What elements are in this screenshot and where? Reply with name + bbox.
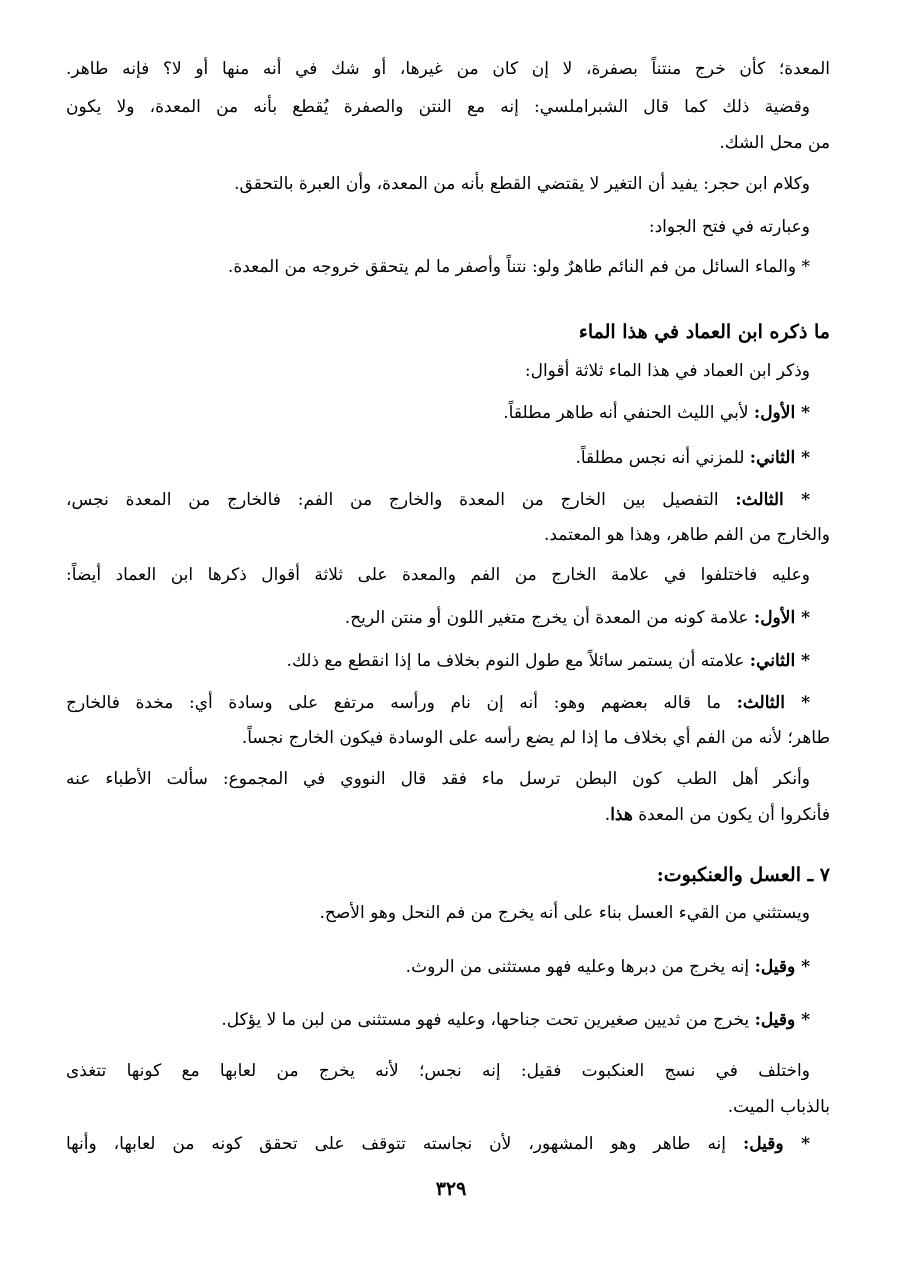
item-text: يخرج من ثديين صغيرين تحت جناحها، وعليه فهو مستثنى من لبن ما لا يؤكل. — [221, 1010, 755, 1030]
text-line: وكلام ابن حجر: يفيد أن التغير لا يقتضي القطع بأنه من المعدة، وأن العبرة بالتحقق. — [234, 174, 810, 194]
list-item — [66, 648, 810, 674]
text-segment: فأنكروا أن يكون من المعدة — [632, 805, 830, 825]
text-line — [66, 802, 830, 828]
text-line: وأنكر أهل الطب كون البطن ترسل ماء فقد قال النووي في المجموع: سألت الأطباء عنه — [66, 769, 810, 789]
text-segment: . — [604, 805, 611, 825]
list-item — [66, 445, 810, 471]
item-text: علامة كونه من المعدة أن يخرج متغير اللون أو منتن الريح. — [344, 608, 754, 628]
item-label: * الثالث: — [735, 490, 810, 510]
item-label: * وقيل: — [754, 957, 810, 977]
item-label: * الأول: — [753, 403, 810, 423]
item-label: * وقيل: — [754, 1010, 810, 1030]
item-label: * الأول: — [753, 608, 810, 628]
item-text: إنه يخرج من دبرها وعليه فهو مستثنى من الروث. — [405, 957, 755, 977]
text-line: طاهر؛ لأنه من الفم أي بخلاف ما إذا لم يضع رأسه على الوسادة فيكون الخارج نجساً. — [241, 728, 830, 748]
section-heading: ٧ ـ العسل والعنكبوت: — [656, 864, 830, 886]
list-item — [66, 487, 810, 513]
list-item — [66, 605, 810, 631]
page-number: ٣٢٩ — [435, 1178, 467, 1200]
text-line: واختلف في نسج العنكبوت فقيل: إنه نجس؛ لأنه يخرج من لعابها مع كونها تتغذى — [66, 1061, 810, 1081]
text-line: بالذباب الميت. — [727, 1097, 830, 1117]
text-line: وذكر ابن العماد في هذا الماء ثلاثة أقوال: — [524, 361, 810, 381]
section-heading: ما ذكره ابن العماد في هذا الماء — [578, 321, 830, 343]
item-text: إنه طاهر وهو المشهور، لأن نجاسته تتوقف على تحقق كونه من لعابها، وأنها — [66, 1134, 743, 1154]
item-text: ما قاله بعضهم وهو: أنه إن نام ورأسه مرتفع على وسادة أي: مخدة فالخارج — [66, 693, 737, 713]
list-item — [66, 1007, 810, 1033]
item-text: للمزني أنه نجس مطلقاً. — [575, 448, 750, 468]
item-text: التفصيل بين الخارج من المعدة والخارج من الفم: فالخارج من المعدة نجس، — [66, 490, 736, 510]
item-label: * الثاني: — [749, 651, 810, 671]
text-line: وقضية ذلك كما قال الشبراملسي: إنه مع النتن والصفرة يُقطع بأنه من المعدة، ولا يكون — [66, 97, 810, 117]
text-line: من محل الشك. — [719, 133, 830, 153]
text-line: المعدة؛ كأن خرج منتناً بصفرة، لا إن كان من غيرها، أو شك في أنه منها أو لا؟ فإنه طاهر. — [66, 59, 830, 79]
text-segment-bold: هذا — [610, 805, 633, 825]
text-line: ويستثني من القيء العسل بناء على أنه يخرج من فم النحل وهو الأصح. — [319, 903, 810, 923]
list-item — [66, 1131, 810, 1157]
item-label: * وقيل: — [742, 1134, 810, 1154]
item-label: * الثاني: — [749, 448, 810, 468]
text-line: * والماء السائل من فم النائم طاهرٌ ولو: نتناً وأصفر ما لم يتحقق خروجه من المعدة. — [227, 257, 810, 277]
item-label: * الثالث: — [736, 693, 810, 713]
item-text: علامته أن يستمر سائلاً مع طول النوم بخلاف ما إذا انقطع مع ذلك. — [286, 651, 750, 671]
text-line: والخارج من الفم طاهر، وهذا هو المعتمد. — [543, 525, 830, 545]
item-text: لأبي الليث الحنفي أنه طاهر مطلقاً. — [503, 403, 754, 423]
list-item — [66, 690, 810, 716]
list-item — [66, 400, 810, 426]
text-line: وعليه فاختلفوا في علامة الخارج من الفم والمعدة على ثلاثة أقوال ذكرها ابن العماد أيضاً: — [66, 565, 810, 585]
text-line: وعبارته في فتح الجواد: — [648, 217, 810, 237]
list-item — [66, 954, 810, 980]
